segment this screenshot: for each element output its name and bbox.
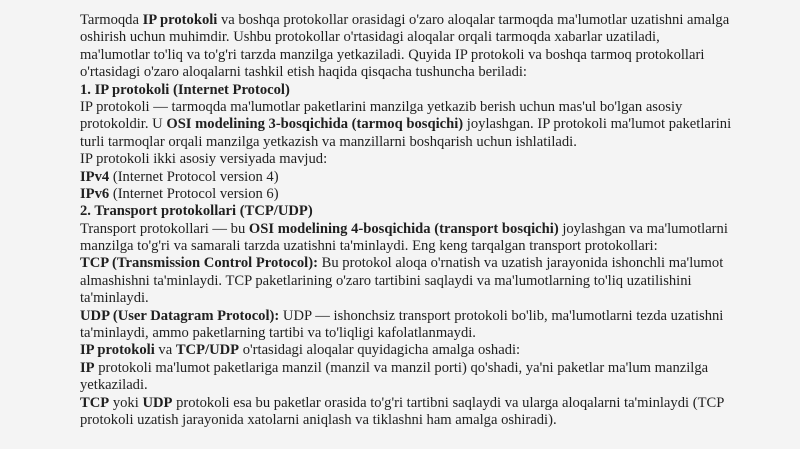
text-run: turli tarmoqlar orqali manzilga yetkazish va manzillarni boshqarish uchun ishlatiladi.	[80, 133, 577, 150]
text-run: (Internet Protocol version 4)	[109, 168, 279, 185]
text-run: IP protokoli ikki asosiy versiyada mavjud:	[80, 151, 328, 168]
text-line	[80, 203, 770, 220]
bold-text-run: UDP (User Datagram Protocol):	[80, 307, 280, 324]
bold-text-run: TCP	[80, 394, 110, 411]
bold-text-run: IP protokoli	[142, 12, 218, 28]
text-line	[80, 116, 770, 133]
text-line	[80, 82, 770, 99]
bold-text-run: 1. IP protokoli (Internet Protocol)	[80, 81, 290, 98]
text-line	[80, 12, 770, 29]
document-body	[80, 12, 770, 429]
text-line	[80, 325, 770, 342]
text-line	[80, 186, 770, 203]
text-run: (Internet Protocol version 6)	[109, 185, 279, 202]
text-line	[80, 412, 770, 429]
text-line	[80, 395, 770, 412]
text-line	[80, 29, 770, 46]
text-run: ta'minlaydi, ammo paketlarning tartibi va to'liqligi kafolatlanmaydi.	[80, 325, 476, 342]
text-run: o'rtasidagi aloqalar quyidagicha amalga oshadi:	[239, 342, 521, 359]
text-line	[80, 64, 770, 81]
text-line	[80, 360, 770, 377]
bold-text-run: 2. Transport protokollari (TCP/UDP)	[80, 203, 313, 220]
text-run: IP protokoli — tarmoqda ma'lumotlar paketlarini manzilga yetkazib berish uchun mas'ul bo'lgan asosiy	[80, 98, 683, 115]
text-run: o'rtasidagi o'zaro aloqalarni tashkil etish haqida qisqacha tushuncha beriladi:	[80, 64, 527, 81]
bold-text-run: IPv6	[80, 185, 110, 202]
text-line	[80, 47, 770, 64]
text-line	[80, 151, 770, 168]
text-run: oshirish uchun muhimdir. Ushbu protokollar o'rtasidagi aloqalar orqali tarmoqda xabarlar uzatiladi,	[80, 29, 660, 46]
text-line	[80, 308, 770, 325]
bold-text-run: TCP/UDP	[175, 342, 240, 359]
text-line	[80, 238, 770, 255]
text-run: joylashgan va ma'lumotlarni	[558, 220, 728, 237]
text-run: almashishni ta'minlaydi. TCP paketlarining o'zaro tartibini saqlaydi va ma'lumotlarning to'liq uzatilishini	[80, 272, 692, 289]
text-line	[80, 134, 770, 151]
text-run: joylashgan. IP protokoli ma'lumot paketlarini	[463, 116, 732, 133]
text-line	[80, 273, 770, 290]
text-run: protokoldir. U	[80, 116, 167, 133]
text-run: protokoli esa bu paketlar orasida to'g'ri tartibni saqlaydi va ularga aloqalarni ta'minlaydi (TCP	[172, 394, 725, 411]
text-run: ta'minlaydi.	[80, 290, 149, 307]
text-run: UDP — ishonchsiz transport protokoli bo'lib, ma'lumotlarni tezda uzatishni	[279, 307, 724, 324]
bold-text-run: IP protokoli	[80, 342, 155, 359]
text-line	[80, 99, 770, 116]
bold-text-run: OSI modelining 3-bosqichida (tarmoq bosqichi)	[166, 116, 464, 133]
text-run: protokoli ma'lumot paketlariga manzil (manzil va manzil porti) qo'shadi, ya'ni paketlar ma'lum manzilga	[94, 359, 709, 376]
text-run: va	[154, 342, 176, 359]
text-line	[80, 377, 770, 394]
bold-text-run: OSI modelining 4-bosqichida (transport bosqichi)	[248, 220, 559, 237]
bold-text-run: TCP (Transmission Control Protocol):	[80, 255, 318, 272]
text-run: protokoli uzatish jarayonida xatolarni aniqlash va tiklashni ham amalga oshiradi).	[80, 411, 557, 428]
text-run: yetkaziladi.	[80, 377, 148, 394]
text-run: ma'lumotlar to'liq va to'g'ri tarzda manzilga yetkaziladi. Quyida IP protokoli va boshqa tarmoq protokollari	[80, 46, 705, 63]
text-run: Transport protokollari — bu	[80, 220, 249, 237]
text-line	[80, 342, 770, 359]
text-run: manzilga to'g'ri va samarali tarzda uzatishni ta'minlaydi. Eng keng tarqalgan transport protokollari:	[80, 238, 658, 255]
text-line	[80, 169, 770, 186]
text-line	[80, 221, 770, 238]
text-line	[80, 255, 770, 272]
text-line	[80, 290, 770, 307]
bold-text-run: IP	[80, 359, 95, 376]
bold-text-run: UDP	[142, 394, 173, 411]
text-run: Bu protokol aloqa o'rnatish va uzatish jarayonida ishonchli ma'lumot	[317, 255, 724, 272]
bold-text-run: IPv4	[80, 168, 110, 185]
text-run: yoki	[109, 394, 143, 411]
text-run: va boshqa protokollar orasidagi o'zaro aloqalar tarmoqda ma'lumotlar uzatishni amalga	[217, 12, 730, 28]
text-run: Tarmoqda	[80, 12, 143, 28]
